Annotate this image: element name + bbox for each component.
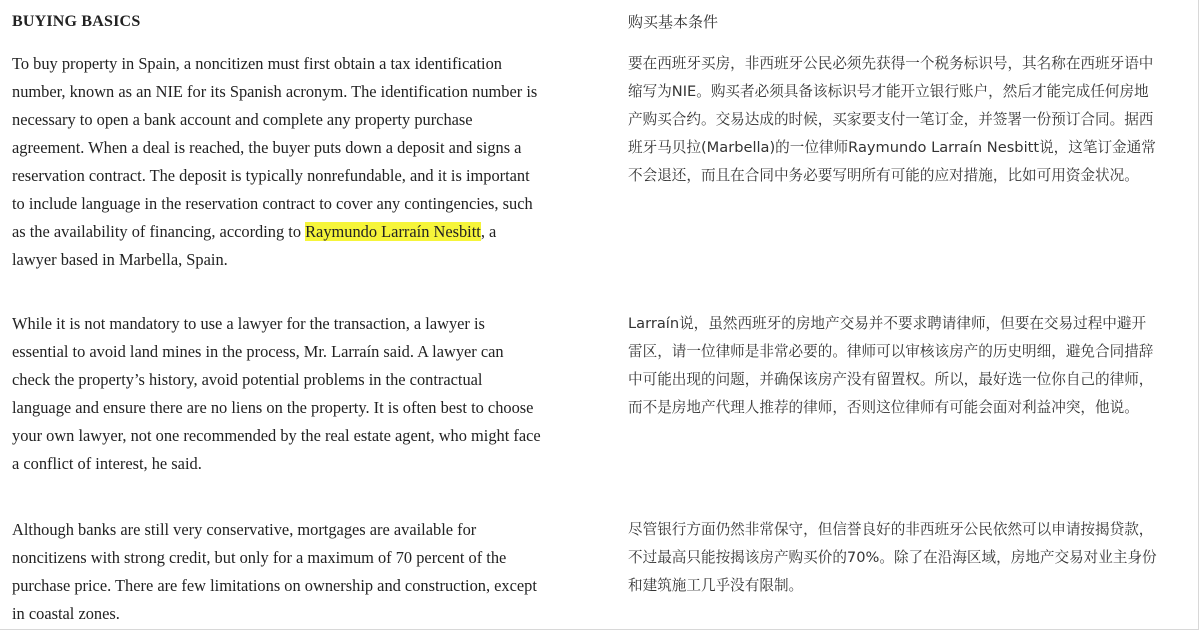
paragraph-english-1-tail: , a lawyer based in Marbella, Spain. <box>12 222 497 269</box>
paragraph-chinese-2: Larraín说，虽然西班牙的房地产交易并不要求聘请律师，但要在交易过程中避开雷区，请一位律师是非常必要的。律师可以审核该房产的历史明细，避免合同措辞中可能出现的问题，并确保该房产没有留置权。所以，最好选一位你自己的律师，而不是房地产代理人推荐的律师，否则这位律师有可能会面对利益冲突，他说。 <box>628 315 1154 416</box>
chinese-column <box>628 8 1168 594</box>
section-heading-english: BUYING BASICS <box>12 13 141 30</box>
paragraph-chinese-3: 尽管银行方面仍然非常保守，但信誉良好的非西班牙公民依然可以申请按揭贷款，不过最高只能按揭该房产购买价的70%。除了在沿海区域，房地产交易对业主身份和建筑施工几乎没有限制。 <box>628 521 1157 594</box>
paragraph-chinese-1: 要在西班牙买房，非西班牙公民必须先获得一个税务标识号，其名称在西班牙语中缩写为NIE。购买者必须具备该标识号才能开立银行账户，然后才能完成任何房地产购买合约。交易达成的时候，买家要支付一笔订金，并签署一份预订合同。据西班牙马贝拉(Marbella)的一位律师Raymundo Larraín Nesbitt说，这笔订金通常不会退还，而且在合同中务必要写明所有可能的应对措施，比如可用资金状况。 <box>628 55 1156 184</box>
paragraph-english-2: While it is not mandatory to use a lawyer for the transaction, a lawyer is essential to avoid land mines in the process, Mr. Larraín said. A lawyer can check the property’s history, avoid potential problems in the contractual language and ensure there are no liens on the property. It is often best to choose your own lawyer, not one recommended by the real estate agent, who might face a conflict of interest, he said. <box>12 314 541 473</box>
section-heading-chinese: 购买基本条件 <box>628 13 719 31</box>
english-column <box>12 8 552 623</box>
highlighted-name[interactable]: Raymundo Larraín Nesbitt <box>305 222 481 241</box>
paragraph-english-3: Although banks are still very conservative, mortgages are available for noncitizens with strong credit, but only for a maximum of 70 percent of the purchase price. There are few limitations on ownership and construction, except in coastal zones. <box>12 520 537 623</box>
paragraph-english-1 <box>12 50 542 274</box>
paragraph-english-1-text: To buy property in Spain, a noncitizen must first obtain a tax identification number, known as an NIE for its Spanish acronym. The identification number is necessary to open a bank account and complete any property purchase agreement. When a deal is reached, the buyer puts down a deposit and signs a reservation contract. The deposit is typically nonrefundable, and it is important to include language in the reservation contract to cover any contingencies, such as the availability of financing, according to <box>12 54 538 241</box>
